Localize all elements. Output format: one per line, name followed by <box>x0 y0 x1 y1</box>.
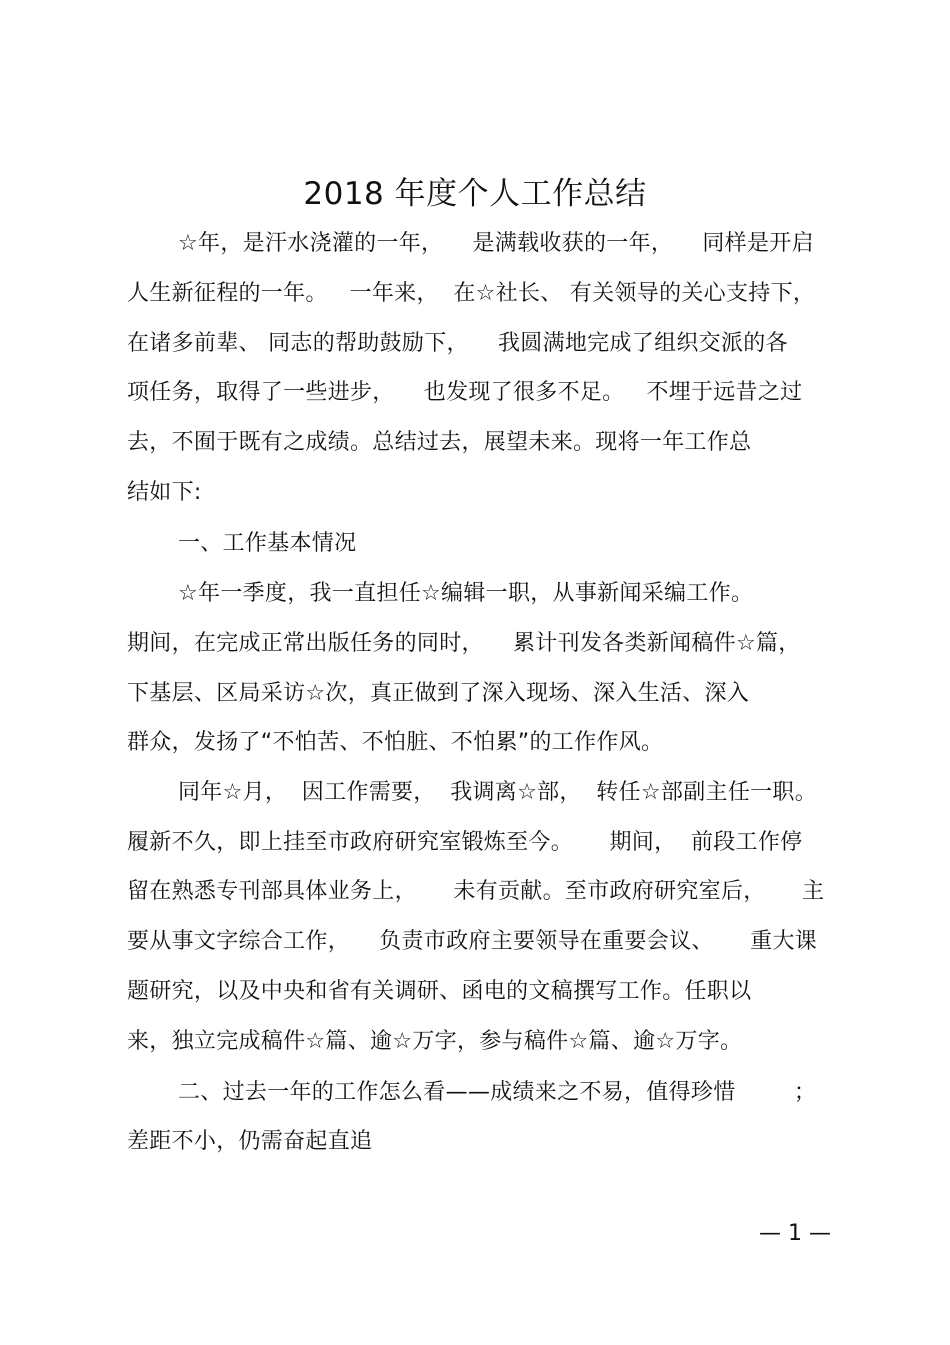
paragraph-line: 结如下: <box>127 480 202 505</box>
paragraph-line: 人生新征程的一年。 一年来， 在☆社长、 有关领导的关心支持下， <box>127 281 816 306</box>
paragraph-line: ☆年，是汗水浇灌的一年， 是满载收获的一年， 同样是开启 <box>178 231 814 256</box>
paragraph-line: 题研究，以及中央和省有关调研、函电的文稿撰写工作。任职以 <box>127 979 752 1004</box>
document-title: 2018 年度个人工作总结 <box>303 176 647 212</box>
paragraph-line: 来，独立完成稿件☆篇、逾☆万字，参与稿件☆篇、逾☆万字。 <box>127 1029 743 1054</box>
paragraph-line: 留在熟悉专刊部具体业务上， 未有贡献。至市政府研究室后， 主 <box>127 879 825 904</box>
paragraph-line: 项任务，取得了一些进步， 也发现了很多不足。 不埋于远昔之过 <box>127 380 803 405</box>
paragraph-line: 去，不囿于既有之成绩。总结过去，展望未来。现将一年工作总 <box>127 430 752 455</box>
paragraph-line: 下基层、区局采访☆次，真正做到了深入现场、深入生活、深入 <box>127 681 750 706</box>
paragraph-line: 差距不小，仍需奋起直追 <box>127 1129 373 1154</box>
section-heading: 二、过去一年的工作怎么看——成绩来之不易，值得珍惜 ； <box>178 1080 817 1105</box>
section-heading: 一、工作基本情况 <box>178 531 357 556</box>
paragraph-line: 群众，发扬了“不怕苦、不怕脏、不怕累”的工作作风。 <box>127 730 664 755</box>
paragraph-line: 同年☆月， 因工作需要， 我调离☆部， 转任☆部副主任一职。 <box>178 780 818 805</box>
paragraph-line: 期间，在完成正常出版任务的同时， 累计刊发各类新闻稿件☆篇， <box>127 631 801 656</box>
paragraph-line: 在诸多前辈、 同志的帮助鼓励下， 我圆满地完成了组织交派的各 <box>127 331 788 356</box>
paragraph-line: 履新不久，即上挂至市政府研究室锻炼至今。 期间， 前段工作停 <box>127 830 803 855</box>
paragraph-line: 要从事文字综合工作， 负责市政府主要领导在重要会议、 重大课 <box>127 929 818 954</box>
page-number: — 1 — <box>759 1221 831 1246</box>
paragraph-line: ☆年一季度，我一直担任☆编辑一职，从事新闻采编工作。 <box>178 581 754 606</box>
